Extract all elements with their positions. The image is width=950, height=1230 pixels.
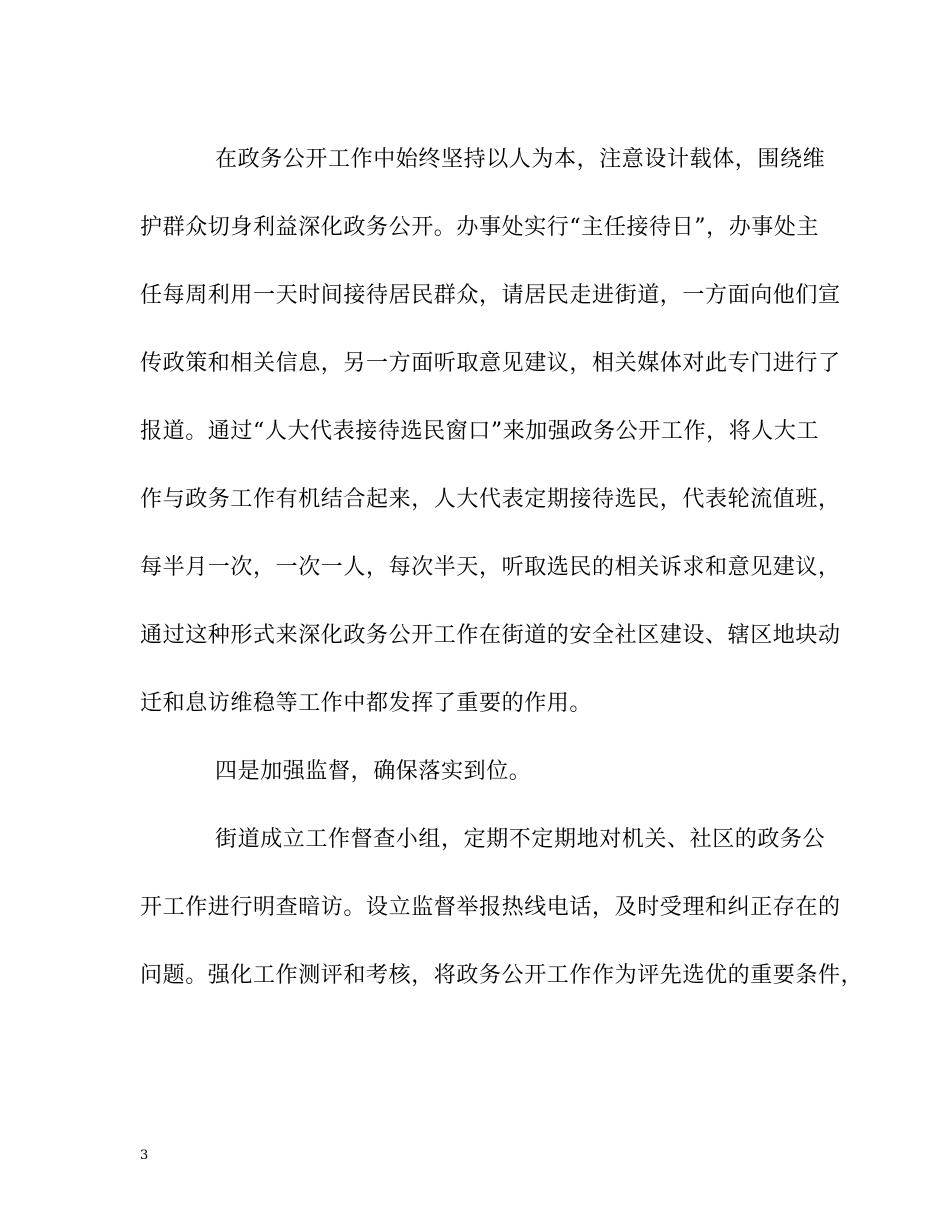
paragraph-1-line-8: 通过这种形式来深化政务公开工作在街道的安全社区建设、辖区地块动 xyxy=(140,623,841,648)
paragraph-1-line-5: 报道。通过“人大代表接待选民窗口”来加强政务公开工作，将人大工 xyxy=(140,419,820,444)
paragraph-2-line-1: 街道成立工作督查小组，定期不定期地对机关、社区的政务公 xyxy=(215,827,826,852)
paragraph-2-line-3: 问题。强化工作测评和考核，将政务公开工作作为评先选优的重要条件， xyxy=(140,963,864,988)
paragraph-1-line-4: 传政策和相关信息，另一方面听取意见建议，相关媒体对此专门进行了 xyxy=(140,351,841,376)
paragraph-1-line-7: 每半月一次，一次一人，每次半天，听取选民的相关诉求和意见建议， xyxy=(140,555,841,580)
paragraph-2-line-2: 开工作进行明查暗访。设立监督举报热线电话，及时受理和纠正存在的 xyxy=(140,895,841,920)
paragraph-1-line-2: 护群众切身利益深化政务公开。办事处实行“主任接待日”，办事处主 xyxy=(140,215,820,240)
paragraph-1-line-9: 迁和息访维稳等工作中都发挥了重要的作用。 xyxy=(140,691,593,716)
page-number: 3 xyxy=(140,1148,149,1163)
paragraph-1-line-3: 任每周利用一天时间接待居民群众，请居民走进街道，一方面向他们宣 xyxy=(140,283,841,308)
section-heading-4: 四是加强监督，确保落实到位。 xyxy=(215,759,532,784)
paragraph-1-line-1: 在政务公开工作中始终坚持以人为本，注意设计载体，围绕维 xyxy=(215,147,826,172)
paragraph-1-line-6: 作与政务工作有机结合起来，人大代表定期接待选民，代表轮流值班， xyxy=(140,487,841,512)
